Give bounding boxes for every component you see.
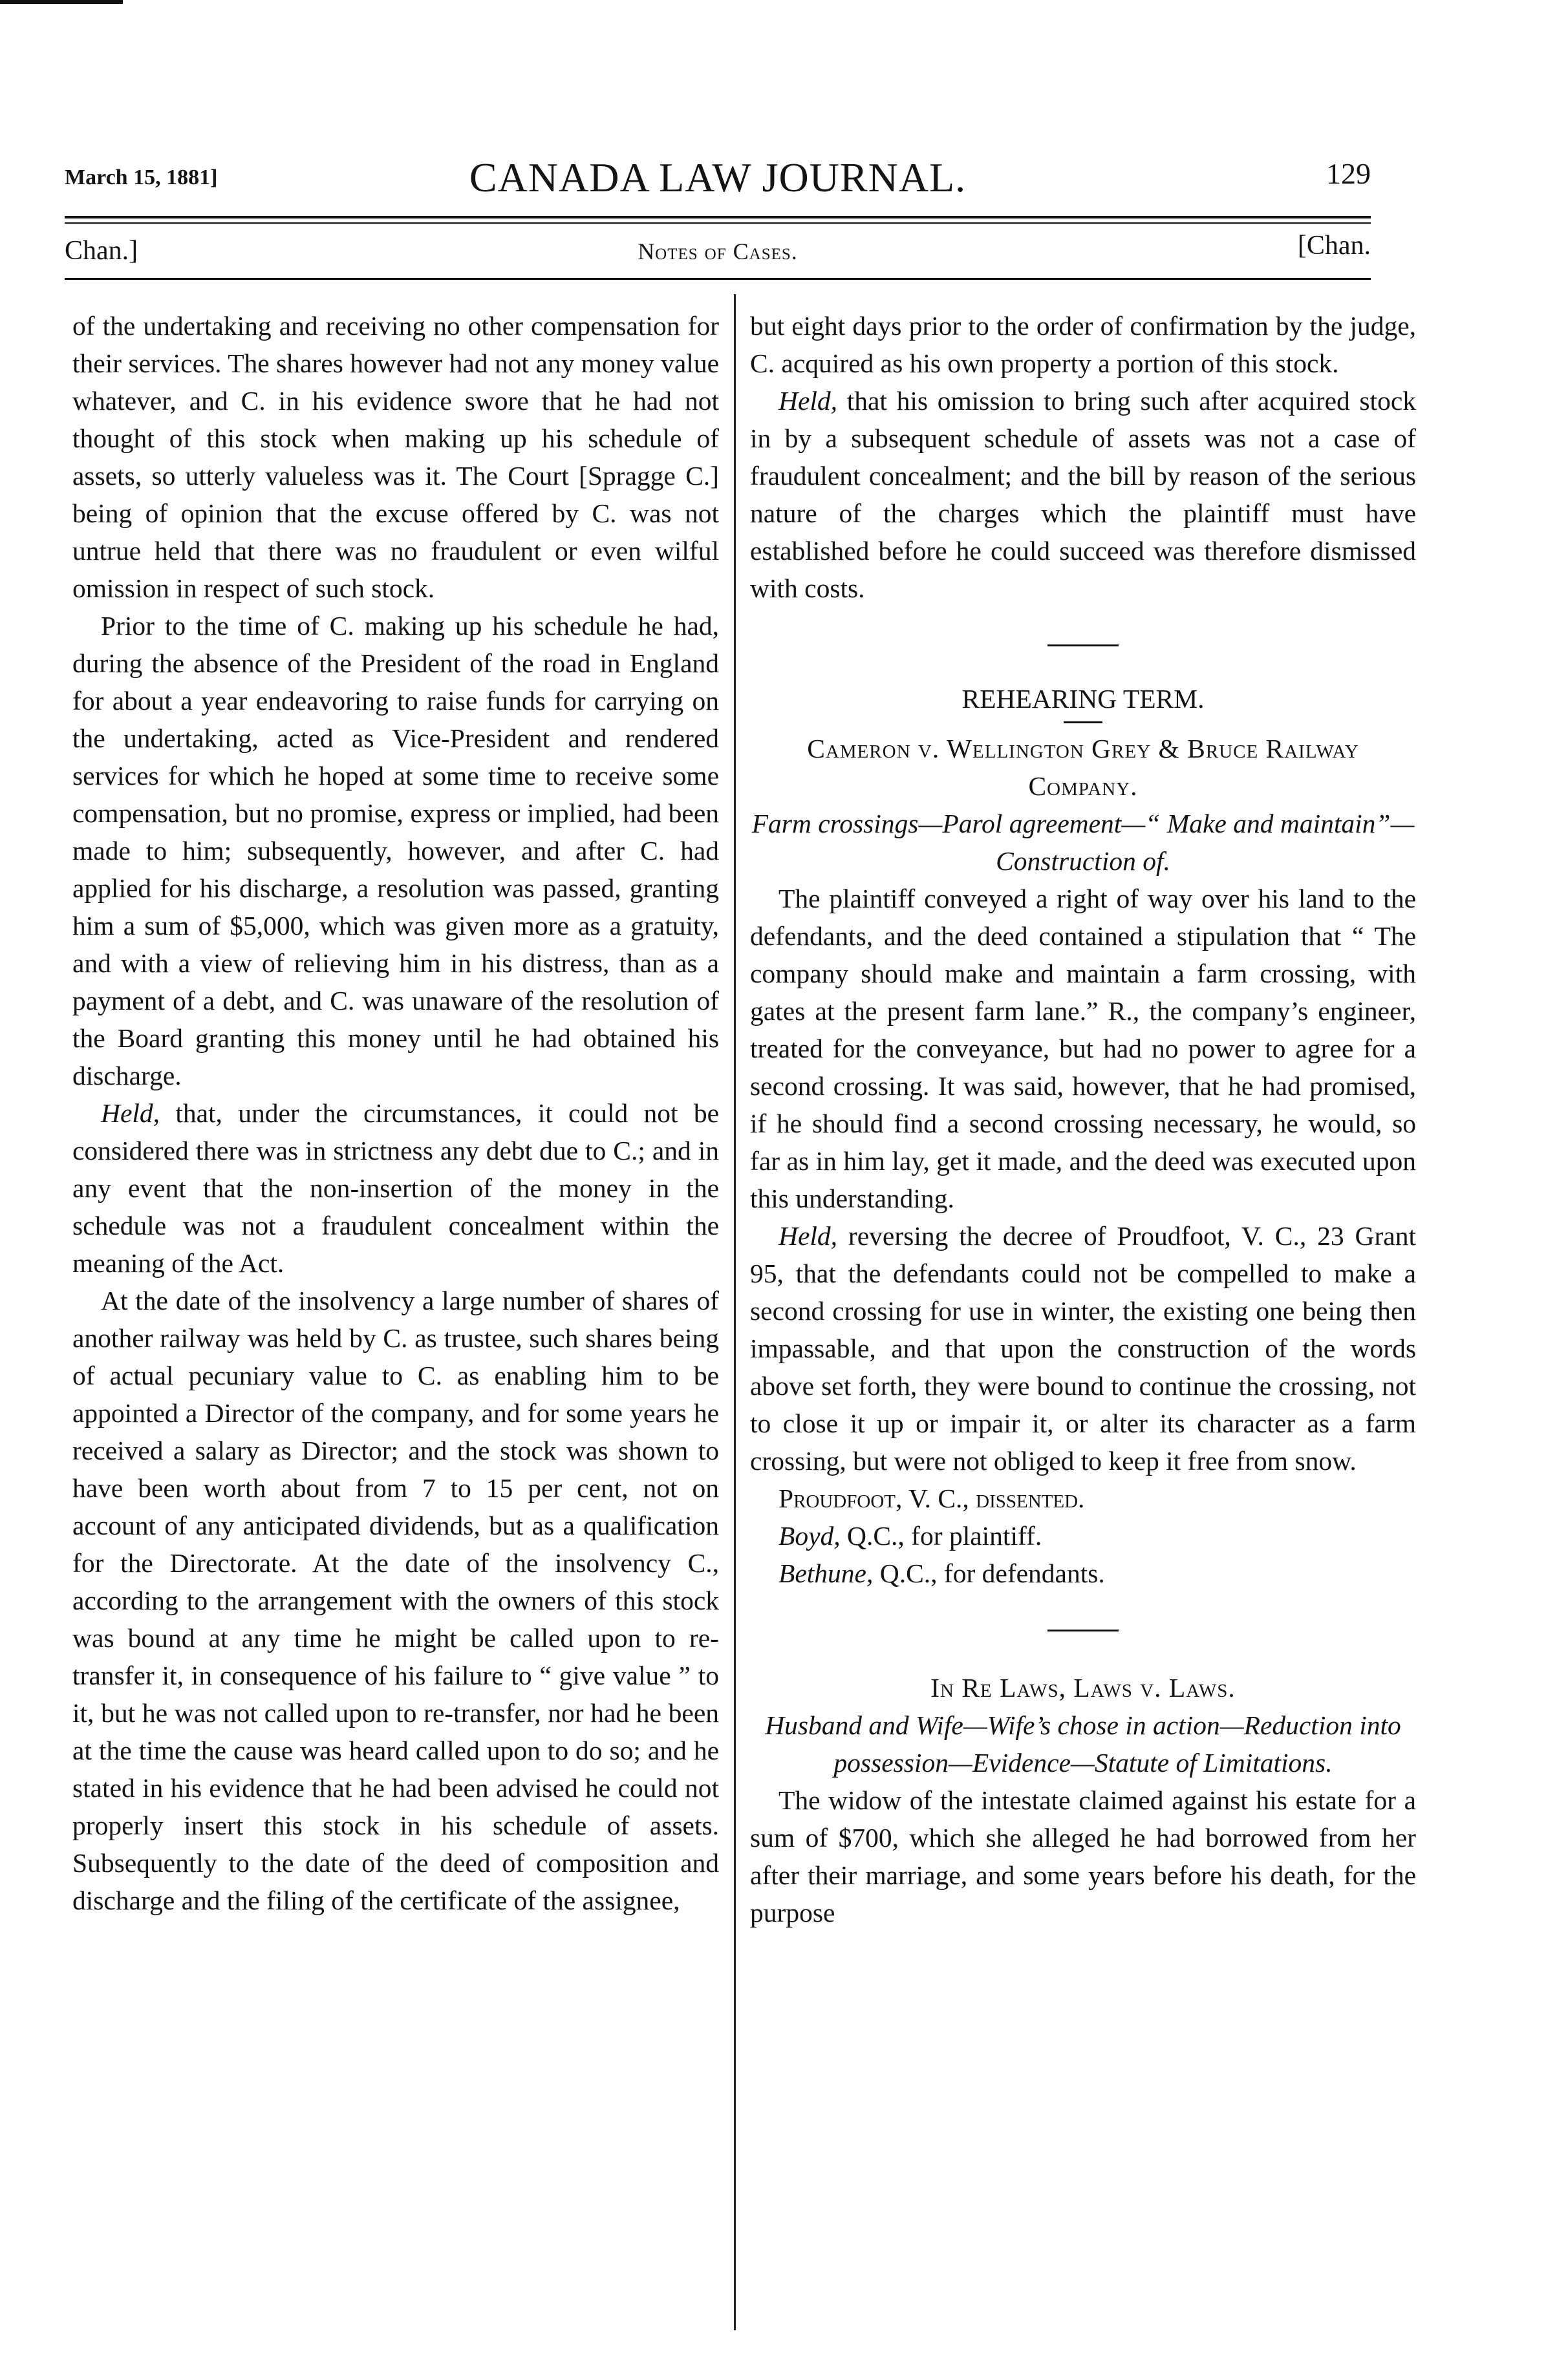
right-column bbox=[750, 307, 1416, 1931]
paragraph: The widow of the intestate claimed against his estate for a sum of $700, which she alleged he had borrowed from her after their marriage, and some years before his death, for the purpose bbox=[750, 1785, 1416, 1928]
journal-title: CANADA LAW JOURNAL. bbox=[469, 154, 967, 200]
column-divider bbox=[734, 294, 736, 2330]
paragraph: of the undertaking and receiving no other compensation for their services. The shares however had not any money value whatever, and C. in his evidence swore that he had not thought of this stock when making up his schedule of assets, so utterly valueless was it. The Court [Spragge C.] being of opinion that the excuse offered by C. was not untrue held that there was no fraudulent or even wilful omission in respect of such stock. bbox=[72, 311, 719, 603]
court-left: Chan.] bbox=[65, 236, 138, 266]
term-heading: REHEARING TERM. bbox=[961, 684, 1205, 714]
paragraph-text: reversing the decree of Proudfoot, V. C., 23 Grant 95, that the defendants could not be compelled to make a second crossing for use in winter, the existing one being then impassable, and that upon the construction of the words above set forth, they were bound to continue the crossing, not to close it up or impair it, or alter its character as a farm crossing, but were not obliged to keep it free from snow. bbox=[750, 1221, 1416, 1476]
paragraph: At the date of the insolvency a large number of shares of another railway was held by C. as trustee, such shares being of actual pecuniary value to C. as enabling him to be appointed a Director of the company, and for some years he received a salary as Director; and the stock was shown to have been worth about from 7 to 15 per cent, not on account of any anticipated dividends, but as a qualification for the Directorate. At the date of the insolvency C., according to the arrangement with the owners of this stock was bound at any time he might be called upon to re-transfer it, in consequence of his failure to “ give value ” to it, but he was not called upon to re-transfer, nor had he been at the time the cause was heard called upon to do so; and he stated in his evidence that he had been advised he could not properly insert this stock in his schedule of assets. Subsequently to the date of the deed of composition and discharge and the filing of the certificate of the assignee, bbox=[72, 1286, 719, 1915]
counsel-line bbox=[750, 1517, 1416, 1555]
running-head bbox=[65, 154, 1371, 212]
paragraph-text: that, under the circumstances, it could not be considered there was in strictness any debt due to C.; and in any event that the non-insertion of the money in the schedule was not a fraudulent concealment within the meaning of the Act. bbox=[72, 1098, 719, 1278]
section-rule bbox=[65, 278, 1371, 280]
page-number: 129 bbox=[1326, 157, 1371, 190]
heading-rule bbox=[1064, 721, 1102, 723]
court-right: [Chan. bbox=[1297, 231, 1371, 260]
paragraph: Prior to the time of C. making up his schedule he had, during the absence of the President of the road in England for about a year endeavoring to raise funds for carrying on the undertaking, acted as Vice-President and rendered services for which he hoped at some time to receive some compensation, but no promise, express or implied, had been made to him; subsequently, however, and after C. had applied for his discharge, a resolution was passed, granting him a sum of $5,000, which was given more as a gratuity, and with a view of relieving him in his distress, than as a payment of a debt, and C. was unaware of the resolution of the Board granting this money until he had obtained his discharge. bbox=[72, 611, 719, 1090]
counsel-name: Boyd, bbox=[778, 1521, 841, 1551]
left-column bbox=[72, 307, 719, 1919]
case-headnote: Farm crossings—Parol agreement—“ Make and maintain”—Construction of. bbox=[751, 809, 1415, 876]
paragraph bbox=[750, 382, 1416, 607]
counsel-role: Q.C., for plaintiff. bbox=[840, 1521, 1042, 1551]
counsel-name: Bethune, bbox=[778, 1558, 874, 1588]
held-label: Held, bbox=[778, 1221, 838, 1251]
case-title: In Re Laws, Laws v. Laws. bbox=[930, 1673, 1236, 1703]
held-label: Held, bbox=[778, 386, 838, 416]
scan-edge-mark bbox=[0, 0, 123, 4]
issue-date: March 15, 1881] bbox=[65, 165, 218, 189]
counsel-line bbox=[750, 1555, 1416, 1592]
counsel-role: Q.C., for defendants. bbox=[873, 1558, 1105, 1588]
paragraph: but eight days prior to the order of confirmation by the judge, C. acquired as his own property a portion of this stock. bbox=[750, 311, 1416, 378]
dissent-note: Proudfoot, V. C., dissented. bbox=[778, 1483, 1085, 1513]
held-label: Held, bbox=[101, 1098, 160, 1128]
paragraph bbox=[72, 1094, 719, 1282]
header-double-rule bbox=[65, 216, 1371, 224]
case-headnote: Husband and Wife—Wife’s chose in action—Reduction into possession—Evidence—Statute of Limitations. bbox=[765, 1710, 1401, 1778]
case-title: Cameron v. Wellington Grey & Bruce Railway Company. bbox=[807, 734, 1359, 801]
section-title: Notes of Cases. bbox=[638, 239, 798, 264]
paragraph-text: that his omission to bring such after acquired stock in by a subsequent schedule of assets was not a case of fraudulent concealment; and the bill by reason of the serious nature of the charges which the plaintiff must have established before he could succeed was therefore dismissed with costs. bbox=[750, 386, 1416, 603]
paragraph: The plaintiff conveyed a right of way over his land to the defendants, and the deed contained a stipulation that “ The company should make and maintain a farm crossing, with gates at the present farm lane.” R., the company’s engineer, treated for the conveyance, but had no power to agree for a second crossing. It was said, however, that he had promised, if he should find a second crossing necessary, he would, so far as in him lay, get it made, and the deed was executed upon this understanding. bbox=[750, 884, 1416, 1213]
section-head bbox=[65, 226, 1371, 271]
paragraph bbox=[750, 1217, 1416, 1480]
